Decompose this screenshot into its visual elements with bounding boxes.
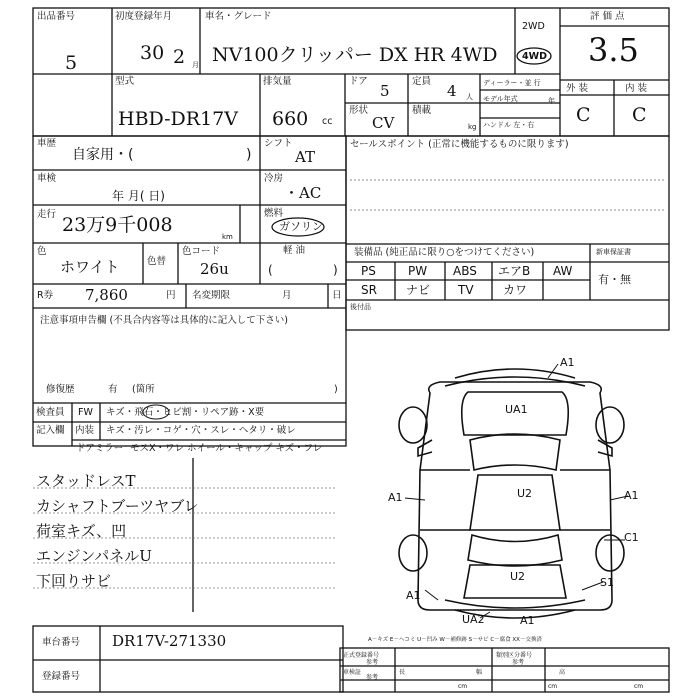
history-close: ) (246, 147, 252, 163)
footer-class-ref: 参考 (512, 659, 525, 666)
damage-mark-rear-right: S1 (600, 576, 614, 589)
transfer-month: 月 (282, 290, 292, 301)
inspector-label: 検査員 (36, 407, 65, 418)
damage-mark-tailgate: U2 (510, 570, 526, 583)
registration-month: 2 (173, 46, 186, 68)
drive-4wd-label: 4WD (522, 51, 547, 62)
repair-value: 有 (108, 384, 118, 395)
capacity-unit: 人 (466, 93, 473, 101)
damage-mark-hood: UA1 (505, 403, 528, 416)
equipment-ps: PS (361, 264, 376, 278)
shape-label: 形状 (349, 105, 369, 116)
capacity-value: 4 (447, 82, 457, 100)
shift-value: AT (295, 148, 316, 166)
first-registration-label: 初度登録年月 (115, 11, 173, 22)
damage-mark-rear-bumper-2: A1 (520, 614, 535, 627)
chassis-value: DR17V-271330 (112, 632, 227, 650)
equipment-pw: PW (408, 264, 428, 278)
door-mirror-options: モスX・ワレ ホイール・キャップ キズ・フレ (130, 443, 323, 454)
repair-label: 修復歴 (46, 384, 75, 395)
footer-length-label: 長 (399, 669, 406, 676)
lot-number-value: 5 (65, 52, 78, 74)
footer-length-unit: cm (458, 683, 468, 690)
warranty-value: 有・無 (598, 273, 631, 286)
door-value: 5 (380, 82, 390, 100)
equipment-abs: ABS (453, 264, 477, 278)
color-code-label: 色コード (182, 246, 221, 257)
damage-mark-rear-fender: C1 (624, 531, 639, 544)
transfer-day: 日 (332, 290, 342, 301)
damage-mark-rear-left: A1 (406, 589, 421, 602)
load-label: 積載 (412, 105, 432, 116)
sales-point-label: セールスポイント (正常に機能するものに限ります) (350, 139, 569, 150)
model-year-label: モデル年式 (483, 95, 518, 103)
interior-options: キズ・汚レ・コゲ・穴・スレ・ヘタリ・破レ (106, 425, 296, 436)
lot-number-label: 出品番号 (37, 11, 76, 22)
shape-value: CV (372, 114, 395, 132)
repair-part: (箇所 (132, 384, 155, 395)
note-line-3: 荷室キズ、凹 (36, 522, 127, 540)
equipment-airbag: エアB (498, 264, 531, 278)
drive-2wd-label: 2WD (522, 21, 545, 32)
exterior-label: 外 装 (566, 83, 589, 94)
inspection-fields: 年 月( 日) (112, 189, 165, 203)
color-label: 色 (37, 246, 47, 257)
footer-label-4: 参考 (366, 674, 379, 681)
fw-key: FW (78, 407, 93, 418)
post-equipment-label: 後付品 (350, 303, 371, 311)
equipment-label: 装備品 (純正品に限り○をつけてください) (354, 247, 535, 258)
exterior-grade: C (576, 104, 591, 126)
footer-label-1: 正式登録番号 (343, 652, 380, 659)
capacity-label: 定員 (412, 76, 432, 87)
year-unit: 年 (548, 97, 555, 105)
repair-close: ) (334, 384, 338, 395)
displacement-value: 660 (272, 108, 309, 130)
transfer-label: 名変期限 (192, 290, 231, 301)
color-change-label: 色替 (147, 256, 167, 267)
equipment-tv: TV (458, 283, 474, 297)
interior-label: 内 装 (625, 83, 648, 94)
damage-mark-left-door: A1 (388, 491, 403, 504)
note-line-1: スタッドレスT (36, 472, 136, 490)
grade-label: 評 価 点 (590, 11, 625, 22)
recycle-unit: 円 (166, 290, 176, 301)
inspection-label: 車検 (37, 173, 57, 184)
displacement-label: 排気量 (263, 76, 292, 87)
grade-value: 3.5 (588, 31, 639, 69)
damage-mark-right-door: A1 (624, 489, 639, 502)
history-label: 車歴 (37, 138, 57, 149)
note-line-2: カシャフトブーツヤブレ (36, 497, 199, 515)
equipment-leather: カワ (503, 283, 528, 297)
damage-mark-front-bumper: A1 (560, 356, 575, 369)
type-value: HBD-DR17V (118, 108, 238, 130)
footer-label-2: 参考 (366, 659, 379, 666)
interior-grade: C (632, 104, 647, 126)
footer-class-label: 類別区分番号 (496, 652, 533, 659)
recycle-value: 7,860 (85, 286, 128, 304)
notes-label: 注意事項申告欄 (不具合内容等は具体的に記入して下さい) (40, 315, 288, 326)
type-label: 型式 (115, 76, 135, 87)
ac-label: 冷房 (264, 173, 284, 184)
model-grade-label: 車名・グレード (205, 11, 272, 22)
entry-label: 記入欄 (36, 425, 65, 436)
warranty-label: 新車保証書 (596, 248, 631, 256)
color-value: ホワイト (60, 258, 120, 276)
fuel-paren-open: ( (268, 263, 273, 277)
chassis-label: 車台番号 (42, 637, 81, 648)
fuel-value: ガソリン (279, 220, 323, 233)
footer-width-label: 幅 (476, 669, 483, 676)
damage-legend: A－キズ E－ヘコミ U－凹み W－補修跡 S－サビ C－腐食 XX－交換済 (368, 637, 542, 643)
mileage-unit: km (222, 233, 233, 241)
door-label: ドア (349, 76, 368, 87)
displacement-unit: cc (322, 116, 333, 127)
load-unit: kg (468, 123, 477, 131)
ac-value: ・AC (284, 184, 322, 202)
footer-height-label: 高 (559, 669, 566, 676)
equipment-sr: SR (361, 283, 377, 297)
damage-mark-rear-bumper: UA2 (462, 613, 485, 626)
interior-key: 内装 (75, 425, 95, 436)
handle-label: ハンドル 左・右 (483, 121, 535, 129)
door-mirror-key: ドアミラー (76, 443, 124, 454)
registration-label: 登録番号 (42, 671, 81, 682)
note-line-5: 下回りサビ (36, 572, 112, 590)
equipment-aw: AW (553, 264, 573, 278)
shift-label: シフト (264, 138, 293, 149)
equipment-navi: ナビ (406, 283, 431, 297)
fw-options: キズ・飛石・ヒビ割・リペア跡・X要 (106, 407, 265, 418)
month-unit: 月 (192, 61, 199, 69)
footer-width-unit: cm (548, 683, 558, 690)
history-value: 自家用・( (72, 147, 134, 163)
registration-year: 30 (140, 42, 165, 64)
mileage-label: 走行 (37, 209, 57, 220)
fuel-paren-close: ) (333, 263, 338, 277)
note-line-4: エンジンパネルU (36, 547, 152, 565)
footer-label-3: 車検証 (343, 669, 362, 676)
fuel-other: 軽 油 (283, 245, 306, 256)
footer-height-unit: cm (634, 683, 644, 690)
mileage-value: 23万9千008 (62, 214, 173, 236)
damage-mark-roof: U2 (517, 487, 533, 500)
dealer-label: ディーラー・並 行 (483, 79, 541, 87)
color-code-value: 26u (200, 260, 229, 278)
fuel-label: 燃料 (264, 208, 284, 219)
model-grade-value: NV100クリッパー DX HR 4WD (212, 44, 498, 66)
recycle-label: R券 (37, 290, 54, 301)
